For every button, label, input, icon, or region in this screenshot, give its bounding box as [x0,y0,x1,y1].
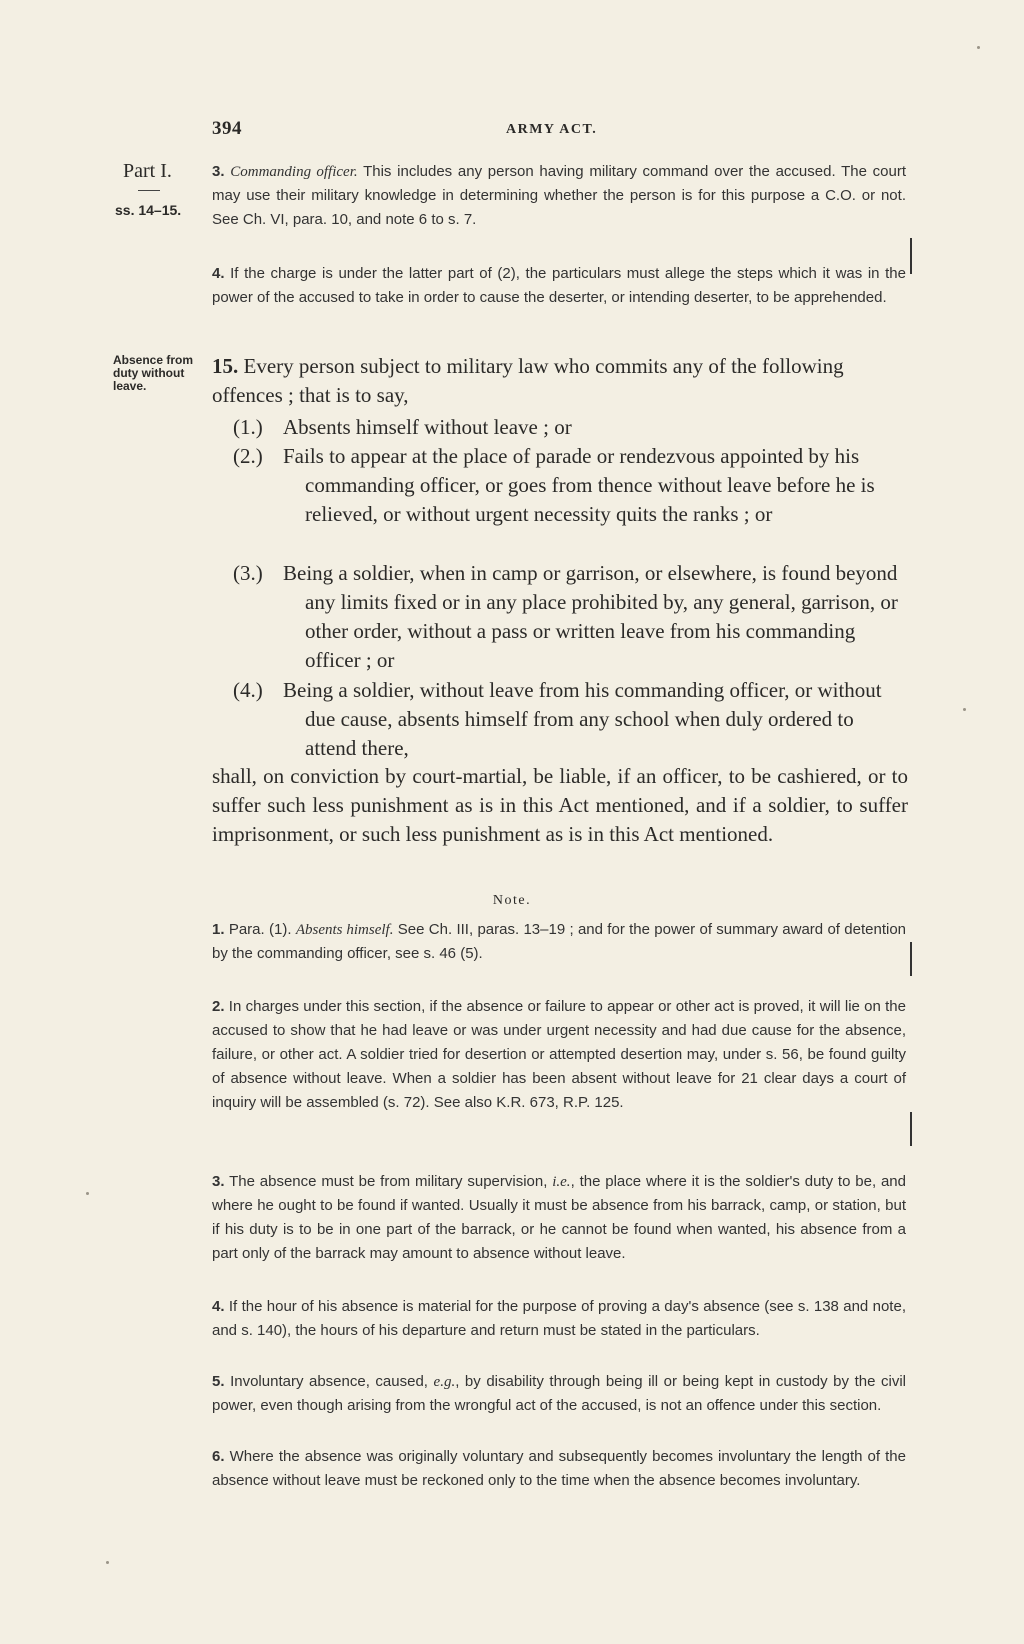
clause-number: (1.) [233,415,263,439]
paper-speck [963,708,966,711]
clause-number: (4.) [233,678,263,702]
note-text: , the place where it is the soldier's duty to be, and where he ought to be found if wanted. Usually it must be absence from his barrack, camp, or station, but if his duty is to be in one part of the barrack, or he cannot be found when wanted, his absence from a part only of the barrack may amount to absence without leave. [212,1173,906,1262]
note-italic: i.e. [552,1174,571,1190]
note-text: If the hour of his absence is material for the purpose of proving a day's absence (see s. 138 and note, and s. 140), the hours of his departure and return must be stated in the particulars. [212,1298,906,1339]
note-4 [212,1295,906,1343]
note-pre: The absence must be from military supervision, [224,1173,553,1190]
clause-3 [233,559,909,675]
clause-1 [233,413,909,442]
note-6 [212,1445,906,1493]
clause-number: (3.) [233,561,263,585]
note-heading: Note. [492,893,532,908]
prior-note-4 [212,262,906,310]
note-text: This includes any person having military command over the accused. The court may use their military knowledge in determining whether the person is for this purpose a C.O. or not. See Ch. VI, para. 10, and note 6 to s. 7. [212,163,906,228]
note-text: , by disability through being ill or being kept in custody by the civil power, even though arising from the wrongful act of the accused, is not an offence under this section. [212,1373,906,1414]
note-number: 6. [212,1448,225,1465]
note-pre: Involuntary absence, caused, [224,1373,434,1390]
paper-speck [106,1561,109,1564]
clause-text: Being a soldier, when in camp or garrison, or elsewhere, is found beyond any limits fixed or in any place prohibited by, any general, garrison, or other order, without a pass or written leave from his commanding officer ; or [283,561,898,672]
note-number: 5. [212,1373,225,1390]
print-edge-mark [910,238,912,274]
note-italic: Commanding officer. [230,164,358,180]
note-italic: Absents himself. [295,922,394,938]
note-text: See Ch. III, paras. 13–19 ; and for the power of summary award of detention by the commanding officer, see s. 46 (5). [212,921,907,962]
print-edge-mark [910,942,912,976]
margin-divider [138,190,160,191]
clause-4 [233,676,909,763]
clause-2 [233,442,909,529]
clause-text: Fails to appear at the place of parade or rendezvous appointed by his commanding officer, or goes from thence without leave before he is relieved, or without urgent necessity quits the ranks ; or [283,444,875,526]
note-number: 1. [212,921,225,938]
note-text: Where the absence was originally voluntary and subsequently becomes involuntary the length of the absence without leave must be reckoned only to the time when the absence becomes involuntary. [212,1448,906,1489]
note-italic: e.g. [433,1374,456,1390]
section-lead [212,352,908,410]
section-closing: shall, on conviction by court-martial, be liable, if an officer, to be cashiered, or to suffer such less punishment as is in this Act mentioned, and if a soldier, to suffer imprisonment, or such less punishment as is in this Act mentioned. [212,764,908,846]
note-pre: Para. (1). [224,921,296,938]
paper-speck [86,1192,89,1195]
note-number: 3. [212,1173,225,1190]
note-number: 4. [212,1298,225,1315]
note-number: 4. [212,265,225,282]
prior-note-3 [212,160,906,232]
paper-speck [977,46,980,49]
section-number: 15. [212,354,239,378]
note-3 [212,1170,906,1266]
clause-text: Being a soldier, without leave from his commanding officer, or without due cause, absents himself from any school when duly ordered to attend there, [283,678,882,760]
page-number: 394 [212,118,242,139]
margin-sections-label: ss. 14–15. [115,202,182,218]
note-5 [212,1370,906,1418]
margin-part-label: Part I. [123,160,172,182]
clause-number: (2.) [233,444,263,468]
side-note: Absence from duty without leave. [113,353,194,393]
print-edge-mark [910,1112,912,1146]
running-title: ARMY ACT. [506,122,598,137]
note-text: If the charge is under the latter part of (2), the particulars must allege the steps which it was in the power of the accused to take in order to cause the deserter, or intending deserter, to be apprehended. [212,265,906,306]
note-text: In charges under this section, if the absence or failure to appear or other act is proved, it will lie on the accused to show that he had leave or was under urgent necessity and had due cause for the absence, failure, or other act. A soldier tried for desertion or attempted desertion may, under s. 56, be found guilty of absence without leave. When a soldier has been absent without leave for 21 clear days a court of inquiry will be assembled (s. 72). See also K.R. 673, R.P. 125. [212,998,906,1111]
section-lead-text: Every person subject to military law who commits any of the following offences ; that is to say, [212,354,844,407]
note-number: 3. [212,163,225,180]
note-2 [212,995,906,1115]
clause-text: Absents himself without leave ; or [283,415,572,439]
note-1 [212,918,906,966]
note-number: 2. [212,998,225,1015]
